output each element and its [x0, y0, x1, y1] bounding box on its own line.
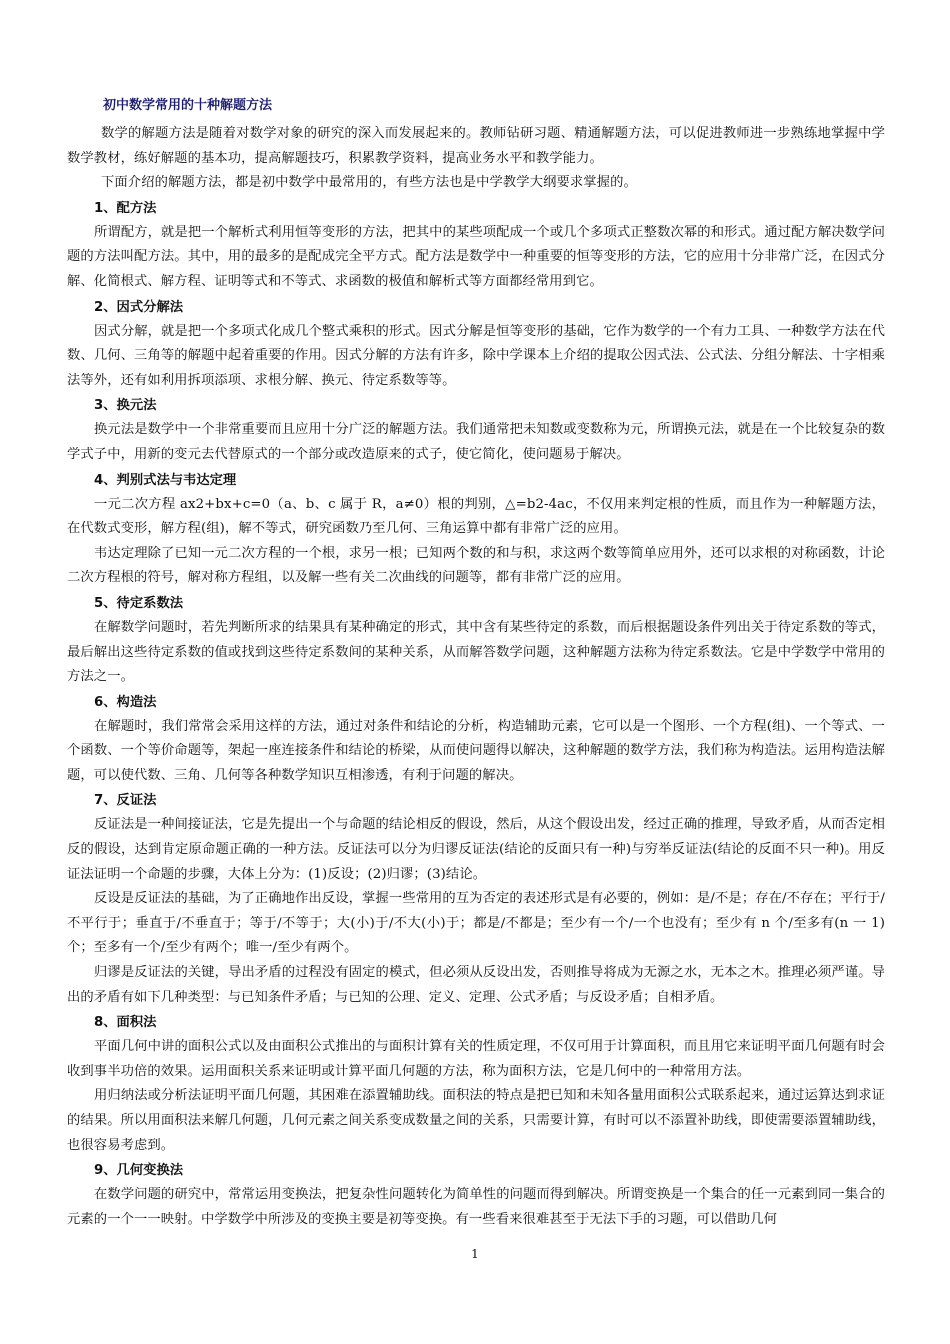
- section-heading: 3、换元法: [94, 398, 157, 414]
- section-heading: 7、反证法: [94, 793, 157, 809]
- section-paragraph: 在数学问题的研究中，常常运用变换法，把复杂性问题转化为简单性的问题而得到解决。所谓变换是一个集合的任一元素到同一集合的元素的一个一一映射。中学数学中所涉及的变换主要是初等变换。有一些看来很难甚至于无法下手的习题，可以借助几何: [67, 1187, 885, 1227]
- section-paragraph: 归谬是反证法的关键，导出矛盾的过程没有固定的模式，但必须从反设出发，否则推导将成为无源之水，无本之木。推理必须严谨。导出的矛盾有如下几种类型：与已知条件矛盾；与已知的公理、定义、定理、公式矛盾；与反设矛盾；自相矛盾。: [67, 965, 885, 1005]
- page-number: 1: [471, 1247, 479, 1261]
- section-heading: 1、配方法: [94, 200, 157, 216]
- section-paragraph: 用归纳法或分析法证明平面几何题，其困难在添置辅助线。面积法的特点是把已知和未知各量用面积公式联系起来，通过运算达到求证的结果。所以用面积法来解几何题，几何元素之间关系变成数量之间的关系，只需要计算，有时可以不添置补助线，即使需要添置辅助线，也很容易考虑到。: [67, 1088, 885, 1153]
- section-heading: 2、因式分解法: [94, 299, 184, 315]
- intro-paragraph-1: 数学的解题方法是随着对数学对象的研究的深入而发展起来的。教师钻研习题、精通解题方法，可以促进教师进一步熟练地掌握中学数学教材，练好解题的基本功，提高解题技巧，积累教学资料，提高业务水平和教学能力。: [67, 126, 885, 166]
- section-paragraph: 反证法是一种间接证法，它是先提出一个与命题的结论相反的假设，然后，从这个假设出发，经过正确的推理，导致矛盾，从而否定相反的假设，达到肯定原命题正确的一种方法。反证法可以分为归谬反证法(结论的反面只有一种)与穷举反证法(结论的反面不只一种)。用反证法证明一个命题的步骤，大体上分为：(1)反设；(2)归谬；(3)结论。: [67, 817, 885, 882]
- document-title: 初中数学常用的十种解题方法: [103, 98, 273, 113]
- section-paragraph: 换元法是数学中一个非常重要而且应用十分广泛的解题方法。我们通常把未知数或变数称为元，所谓换元法，就是在一个比较复杂的数学式子中，用新的变元去代替原式的一个部分或改造原来的式子，使它简化，使问题易于解决。: [67, 422, 885, 462]
- section-paragraph: 所谓配方，就是把一个解析式利用恒等变形的方法，把其中的某些项配成一个或几个多项式正整数次幂的和形式。通过配方解决数学问题的方法叫配方法。其中，用的最多的是配成完全平方式。配方法是数学中一种重要的恒等变形的方法，它的应用十分非常广泛，在因式分解、化简根式、解方程、证明等式和不等式、求函数的极值和解析式等方面都经常用到它。: [67, 224, 885, 289]
- section-heading: 8、面积法: [94, 1015, 157, 1031]
- section-paragraph: 在解数学问题时，若先判断所求的结果具有某种确定的形式，其中含有某些待定的系数，而后根据题设条件列出关于待定系数的等式，最后解出这些待定系数的值或找到这些待定系数间的某种关系，从而解答数学问题，这种解题方法称为待定系数法。它是中学数学中常用的方法之一。: [67, 619, 885, 685]
- document-body: [67, 92, 885, 1232]
- section-heading: 5、待定系数法: [94, 595, 184, 611]
- section-paragraph: 韦达定理除了已知一元二次方程的一个根，求另一根；已知两个数的和与积，求这两个数等简单应用外，还可以求根的对称函数，计论二次方程根的符号，解对称方程组，以及解一些有关二次曲线的问题等，都有非常广泛的应用。: [67, 545, 885, 586]
- section-paragraph: 一元二次方程 ax2+bx+c=0（a、b、c 属于 R，a≠0）根的判别，△=b2-4ac，不仅用来判定根的性质，而且作为一种解题方法，在代数式变形，解方程(组)，解不等式，研究函数乃至几何、三角运算中都有非常广泛的应用。: [67, 496, 885, 537]
- section-paragraph: 平面几何中讲的面积公式以及由面积公式推出的与面积计算有关的性质定理，不仅可用于计算面积，而且用它来证明平面几何题有时会收到事半功倍的效果。运用面积关系来证明或计算平面几何题的方法，称为面积方法，它是几何中的一种常用方法。: [67, 1039, 885, 1079]
- section-paragraph: 在解题时，我们常常会采用这样的方法，通过对条件和结论的分析，构造辅助元素，它可以是一个图形、一个方程(组)、一个等式、一个函数、一个等价命题等，架起一座连接条件和结论的桥梁，从而使问题得以解决，这种解题的数学方法，我们称为构造法。运用构造法解题，可以使代数、三角、几何等各种数学知识互相渗透，有利于问题的解决。: [67, 718, 885, 783]
- section-paragraph: 反设是反证法的基础，为了正确地作出反设，掌握一些常用的互为否定的表述形式是有必要的，例如：是/不是；存在/不存在；平行于/不平行于；垂直于/不垂直于；等于/不等于；大(小)于/不大(小)于；都是/不都是；至少有一个/一个也没有；至少有 n 个/至多有(n 一 1)个；至多有一个/至少有两个；唯一/至少有两个。: [67, 891, 885, 956]
- section-heading: 9、几何变换法: [94, 1163, 184, 1179]
- section-heading: 4、判别式法与韦达定理: [94, 472, 237, 488]
- section-paragraph: 因式分解，就是把一个多项式化成几个整式乘积的形式。因式分解是恒等变形的基础，它作为数学的一个有力工具、一种数学方法在代数、几何、三角等的解题中起着重要的作用。因式分解的方法有许多，除中学课本上介绍的提取公因式法、公式法、分组分解法、十字相乘法等外，还有如利用拆项添项、求根分解、换元、待定系数等等。: [67, 323, 885, 388]
- section-heading: 6、构造法: [94, 694, 157, 710]
- intro-paragraph-2: 下面介绍的解题方法，都是初中数学中最常用的，有些方法也是中学教学大纲要求掌握的。: [101, 175, 637, 191]
